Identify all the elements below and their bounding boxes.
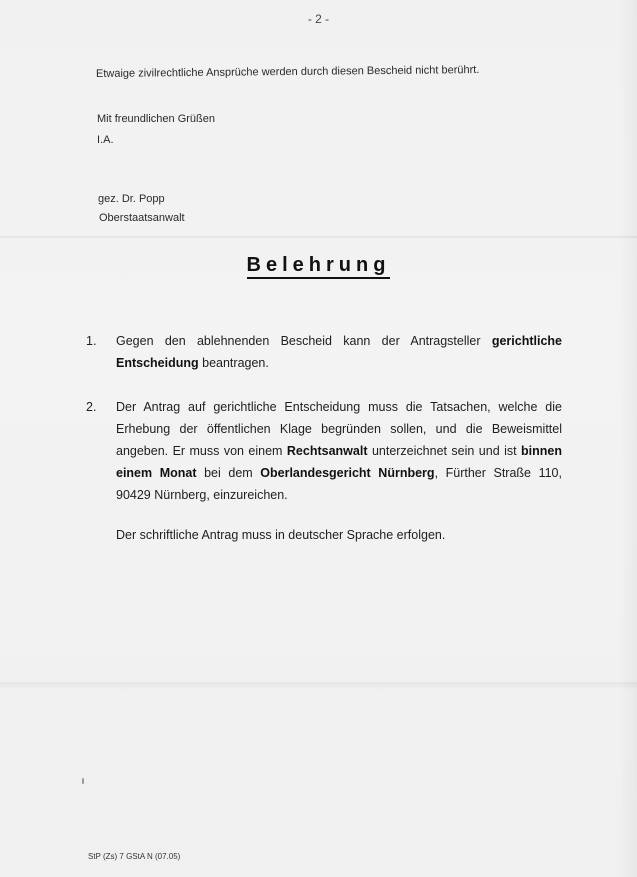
- form-footer-code: StP (Zs) 7 GStA N (07.05): [88, 852, 181, 861]
- item-number-1: 1.: [86, 334, 97, 348]
- item-1-text: [116, 330, 562, 374]
- text-segment: bei dem: [196, 466, 261, 480]
- page-edge-shadow: [619, 0, 637, 877]
- text-segment: Gegen den ablehnenden Bescheid kann der Antragsteller: [116, 334, 492, 348]
- emphasized-text: gerichtliche Entscheidung: [116, 334, 562, 370]
- closing-ia: I.A.: [97, 134, 114, 146]
- emphasized-text: Rechtsanwalt: [286, 444, 368, 458]
- text-segment: beantragen.: [198, 356, 269, 370]
- signature-name: gez. Dr. Popp: [98, 193, 165, 205]
- liability-notice: Etwaige zivilrechtliche Ansprüche werden durch diesen Bescheid nicht berührt.: [95, 63, 480, 80]
- text-segment: , Fürther Straße 110, 90429 Nürnberg, einzureichen.: [116, 466, 562, 502]
- paper-fold-line: [0, 236, 637, 238]
- section-title: [0, 254, 637, 277]
- page-number: - 2 -: [307, 12, 330, 26]
- text-segment: Der Antrag auf gerichtliche Entscheidung muss die Tatsachen, welche die Erhebung der öffentlichen Klage begründen sollen, und die Beweismittel angeben. Er muss von einem: [116, 400, 562, 458]
- item-2-text: [116, 396, 562, 506]
- closing-greeting: Mit freundlichen Grüßen: [97, 113, 215, 125]
- signature-role: Oberstaatsanwalt: [99, 212, 185, 224]
- paper-fold-line: [0, 682, 637, 690]
- text-segment: unterzeichnet sein und ist: [367, 444, 522, 458]
- emphasized-text: Oberlandesgericht Nürnberg: [260, 466, 435, 480]
- emphasized-text: binnen einem Monat: [116, 444, 562, 480]
- scan-speck: [82, 778, 84, 784]
- section-title-text: Belehrung: [247, 254, 391, 279]
- language-note: Der schriftliche Antrag muss in deutscher Sprache erfolgen.: [116, 528, 446, 542]
- item-number-2: 2.: [86, 400, 97, 414]
